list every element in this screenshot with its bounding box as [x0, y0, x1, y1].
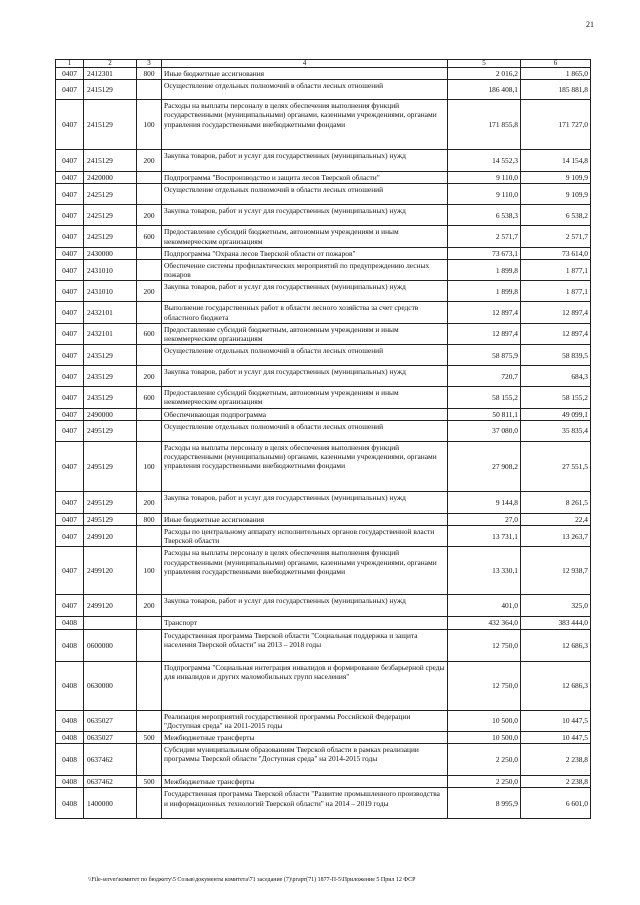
section-code: 0408 [56, 629, 84, 661]
table-row [56, 100, 591, 150]
expense-type-code [137, 247, 162, 259]
amount-planned: 10 500,0 [448, 732, 521, 744]
target-article-code: 0637462 [84, 776, 137, 788]
amount-planned: 432 364,0 [448, 617, 521, 629]
item-name: Государственная программа Тверской области "Развитие промышленного производства и информационных технологий Тверской области" на 2014 – 2019 годы [162, 788, 448, 819]
expense-type-code [137, 260, 162, 281]
target-article-code: 2432101 [84, 323, 137, 344]
section-code: 0407 [56, 226, 84, 247]
section-code: 0408 [56, 776, 84, 788]
column-numbers-row [56, 60, 591, 68]
expense-type-code: 600 [137, 387, 162, 408]
item-name: Расходы на выплаты персоналу в целях обеспечения выполнения функций государственными (муниципальными) органами, казенными учреждениями, органами управления государственными внебюджетными фондами [162, 547, 448, 595]
section-code: 0408 [56, 788, 84, 819]
table-row [56, 661, 591, 710]
expense-type-code [137, 710, 162, 731]
target-article-code [84, 617, 137, 629]
amount-planned: 9 144,8 [448, 491, 521, 513]
amount-executed: 27 551,5 [521, 441, 591, 491]
amount-executed: 9 109,9 [521, 184, 591, 205]
table-row [56, 172, 591, 184]
amount-planned: 58 155,2 [448, 387, 521, 408]
section-code: 0407 [56, 420, 84, 441]
amount-executed: 6 601,0 [521, 788, 591, 819]
expense-type-code [137, 526, 162, 547]
item-name: Предоставление субсидий бюджетным, автономным учреждениям и иным некоммерческим организациям [162, 323, 448, 344]
amount-executed: 12 686,3 [521, 661, 591, 710]
section-code: 0407 [56, 80, 84, 100]
section-code: 0407 [56, 513, 84, 525]
section-code: 0407 [56, 100, 84, 150]
expense-type-code: 100 [137, 100, 162, 150]
column-number: 3 [137, 60, 162, 68]
amount-planned: 50 811,1 [448, 408, 521, 420]
amount-planned: 6 538,3 [448, 205, 521, 226]
item-name: Межбюджетные трансферты [162, 776, 448, 788]
expense-type-code [137, 617, 162, 629]
item-name: Предоставление субсидий бюджетным, автономным учреждениям и иным некоммерческим организациям [162, 387, 448, 408]
amount-executed: 12 938,7 [521, 547, 591, 595]
item-name: Осуществление отдельных полномочий в области лесных отношений [162, 80, 448, 100]
item-name: Закупка товаров, работ и услуг для государственных (муниципальных) нужд [162, 491, 448, 513]
table-row [56, 247, 591, 259]
item-name: Осуществление отдельных полномочий в области лесных отношений [162, 420, 448, 441]
expense-type-code: 200 [137, 205, 162, 226]
item-name: Осуществление отдельных полномочий в области лесных отношений [162, 345, 448, 366]
expense-type-code [137, 80, 162, 100]
amount-planned: 401,0 [448, 595, 521, 617]
expense-type-code: 200 [137, 491, 162, 513]
target-article-code: 2495129 [84, 441, 137, 491]
item-name: Закупка товаров, работ и услуг для государственных (муниципальных) нужд [162, 595, 448, 617]
amount-executed: 12 686,3 [521, 629, 591, 661]
item-name: Межбюджетные трансферты [162, 732, 448, 744]
expense-type-code: 200 [137, 150, 162, 172]
item-name: Расходы на выплаты персоналу в целях обеспечения выполнения функций государственными (муниципальными) органами, казенными учреждениями, органами управления государственными внебюджетными фондами [162, 441, 448, 491]
target-article-code: 0635027 [84, 710, 137, 731]
section-code: 0407 [56, 247, 84, 259]
section-code: 0407 [56, 408, 84, 420]
table-row [56, 80, 591, 100]
item-name: Расходы на выплаты персоналу в целях обеспечения выполнения функций государственными (муниципальными) органами, казенными учреждениями, органами управления государственными внебюджетными фондами [162, 100, 448, 150]
table-row [56, 441, 591, 491]
item-name: Закупка товаров, работ и услуг для государственных (муниципальных) нужд [162, 366, 448, 387]
section-code: 0407 [56, 526, 84, 547]
table-row [56, 281, 591, 302]
amount-executed: 1 877,1 [521, 281, 591, 302]
section-code: 0407 [56, 260, 84, 281]
column-number: 1 [56, 60, 84, 68]
table-row [56, 420, 591, 441]
amount-executed: 6 538,2 [521, 205, 591, 226]
target-article-code: 2435129 [84, 366, 137, 387]
section-code: 0407 [56, 366, 84, 387]
table-row [56, 513, 591, 525]
amount-planned: 2 250,0 [448, 744, 521, 776]
expense-type-code: 500 [137, 776, 162, 788]
target-article-code: 2415129 [84, 100, 137, 150]
amount-planned: 1 899,8 [448, 260, 521, 281]
amount-planned: 8 995,9 [448, 788, 521, 819]
expense-type-code [137, 744, 162, 776]
amount-executed: 9 109,9 [521, 172, 591, 184]
target-article-code: 0635027 [84, 732, 137, 744]
amount-executed: 2 571,7 [521, 226, 591, 247]
table-row [56, 408, 591, 420]
expense-type-code [137, 420, 162, 441]
expense-type-code [137, 788, 162, 819]
item-name: Осуществление отдельных полномочий в области лесных отношений [162, 184, 448, 205]
amount-planned: 12 897,4 [448, 302, 521, 323]
expense-type-code [137, 184, 162, 205]
table-row [56, 547, 591, 595]
amount-executed: 35 835,4 [521, 420, 591, 441]
item-name: Обеспечивающая подпрограмма [162, 408, 448, 420]
section-code: 0407 [56, 595, 84, 617]
amount-executed: 12 897,4 [521, 302, 591, 323]
item-name: Закупка товаров, работ и услуг для государственных (муниципальных) нужд [162, 205, 448, 226]
budget-table [55, 59, 591, 819]
amount-planned: 27,0 [448, 513, 521, 525]
amount-executed: 1 865,0 [521, 68, 591, 80]
table-row [56, 710, 591, 731]
table-row [56, 491, 591, 513]
section-code: 0408 [56, 744, 84, 776]
section-code: 0407 [56, 345, 84, 366]
expense-type-code [137, 345, 162, 366]
section-code: 0407 [56, 281, 84, 302]
target-article-code: 2495129 [84, 420, 137, 441]
section-code: 0407 [56, 172, 84, 184]
target-article-code: 2425129 [84, 226, 137, 247]
page-number: 21 [586, 20, 594, 29]
amount-planned: 171 855,8 [448, 100, 521, 150]
amount-planned: 13 330,1 [448, 547, 521, 595]
column-number: 4 [162, 60, 448, 68]
target-article-code: 2431010 [84, 260, 137, 281]
item-name: Иные бюджетные ассигнования [162, 513, 448, 525]
amount-executed: 10 447,5 [521, 732, 591, 744]
item-name: Закупка товаров, работ и услуг для государственных (муниципальных) нужд [162, 150, 448, 172]
expense-type-code: 100 [137, 547, 162, 595]
amount-executed: 12 897,4 [521, 323, 591, 344]
table-row [56, 629, 591, 661]
item-name: Подпрограмма "Социальная интеграция инвалидов и формирование безбарьерной среды для инвалидов и других маломобильных групп населения" [162, 661, 448, 710]
expense-type-code [137, 302, 162, 323]
amount-planned: 73 673,1 [448, 247, 521, 259]
item-name: Подпрограмма "Охрана лесов Тверской области от пожаров" [162, 247, 448, 259]
column-number: 6 [521, 60, 591, 68]
section-code: 0408 [56, 710, 84, 731]
item-name: Выполнение государственных работ в области лесного хозяйства за счет средств областного бюджета [162, 302, 448, 323]
amount-planned: 58 875,9 [448, 345, 521, 366]
table-row [56, 732, 591, 744]
amount-planned: 12 897,4 [448, 323, 521, 344]
amount-executed: 14 154,8 [521, 150, 591, 172]
target-article-code: 2412301 [84, 68, 137, 80]
item-name: Иные бюджетные ассигнования [162, 68, 448, 80]
target-article-code: 2432101 [84, 302, 137, 323]
expense-type-code: 600 [137, 323, 162, 344]
expense-type-code: 200 [137, 366, 162, 387]
item-name: Подпрограмма "Воспроизводство и защита лесов Тверской области" [162, 172, 448, 184]
amount-executed: 171 727,0 [521, 100, 591, 150]
expense-type-code: 100 [137, 441, 162, 491]
target-article-code: 2435129 [84, 387, 137, 408]
amount-executed: 325,0 [521, 595, 591, 617]
section-code: 0407 [56, 302, 84, 323]
section-code: 0408 [56, 617, 84, 629]
table-row [56, 776, 591, 788]
section-code: 0407 [56, 387, 84, 408]
table-row [56, 744, 591, 776]
amount-executed: 13 263,7 [521, 526, 591, 547]
table-row [56, 595, 591, 617]
section-code: 0407 [56, 491, 84, 513]
amount-planned: 9 110,0 [448, 184, 521, 205]
table-row [56, 260, 591, 281]
table-row [56, 68, 591, 80]
expense-type-code [137, 661, 162, 710]
amount-planned: 10 500,0 [448, 710, 521, 731]
amount-executed: 1 877,1 [521, 260, 591, 281]
amount-executed: 2 238,8 [521, 776, 591, 788]
amount-planned: 37 080,0 [448, 420, 521, 441]
table-row [56, 366, 591, 387]
expense-type-code: 200 [137, 595, 162, 617]
expense-type-code: 600 [137, 226, 162, 247]
amount-planned: 720,7 [448, 366, 521, 387]
table-row [56, 617, 591, 629]
amount-planned: 186 408,1 [448, 80, 521, 100]
expense-type-code [137, 408, 162, 420]
target-article-code: 2490000 [84, 408, 137, 420]
target-article-code: 2431010 [84, 281, 137, 302]
table-row [56, 345, 591, 366]
amount-planned: 9 110,0 [448, 172, 521, 184]
amount-planned: 12 750,0 [448, 661, 521, 710]
item-name: Транспорт [162, 617, 448, 629]
amount-executed: 49 099,1 [521, 408, 591, 420]
expense-type-code: 800 [137, 68, 162, 80]
target-article-code: 2499120 [84, 526, 137, 547]
table-row [56, 302, 591, 323]
amount-planned: 2 250,0 [448, 776, 521, 788]
amount-planned: 12 750,0 [448, 629, 521, 661]
table-row [56, 387, 591, 408]
amount-executed: 22,4 [521, 513, 591, 525]
expense-type-code [137, 172, 162, 184]
table-row [56, 526, 591, 547]
target-article-code: 2495129 [84, 513, 137, 525]
section-code: 0408 [56, 732, 84, 744]
target-article-code: 1400000 [84, 788, 137, 819]
file-path-footer: \\File-server\комитет по бюджету\5 Созыв\документы комитета\71 заседание (7)\ргарт(71) 1877-П-5\Приложение 5 Прил 12 ФСР [88, 877, 416, 883]
amount-executed: 58 839,5 [521, 345, 591, 366]
item-name: Закупка товаров, работ и услуг для государственных (муниципальных) нужд [162, 281, 448, 302]
section-code: 0407 [56, 441, 84, 491]
section-code: 0407 [56, 184, 84, 205]
section-code: 0407 [56, 205, 84, 226]
section-code: 0407 [56, 68, 84, 80]
expense-type-code [137, 629, 162, 661]
amount-planned: 1 899,8 [448, 281, 521, 302]
target-article-code: 2415129 [84, 80, 137, 100]
item-name: Обеспечение системы профилактических мероприятий по предупреждению лесных пожаров [162, 260, 448, 281]
target-article-code: 2499120 [84, 595, 137, 617]
target-article-code: 0630000 [84, 661, 137, 710]
column-number: 2 [84, 60, 137, 68]
target-article-code: 2420000 [84, 172, 137, 184]
amount-executed: 185 881,8 [521, 80, 591, 100]
amount-planned: 14 552,3 [448, 150, 521, 172]
section-code: 0407 [56, 323, 84, 344]
target-article-code: 0637462 [84, 744, 137, 776]
table-row [56, 788, 591, 819]
target-article-code: 2430000 [84, 247, 137, 259]
item-name: Субсидии муниципальным образованиям Тверской области в рамках реализации программы Тверской области "Доступная среда" на 2014-2015 годы [162, 744, 448, 776]
item-name: Предоставление субсидий бюджетным, автономным учреждениям и иным некоммерческим организациям [162, 226, 448, 247]
target-article-code: 2495129 [84, 491, 137, 513]
amount-planned: 2 016,2 [448, 68, 521, 80]
target-article-code: 2425129 [84, 205, 137, 226]
table-row [56, 205, 591, 226]
amount-executed: 10 447,5 [521, 710, 591, 731]
target-article-code: 2425129 [84, 184, 137, 205]
expense-type-code: 800 [137, 513, 162, 525]
table-body [56, 68, 591, 819]
section-code: 0407 [56, 547, 84, 595]
target-article-code: 0600000 [84, 629, 137, 661]
section-code: 0408 [56, 661, 84, 710]
item-name: Государственная программа Тверской области "Социальная поддержка и защита населения Тверской области" на 2013 – 2018 годы [162, 629, 448, 661]
amount-executed: 58 155,2 [521, 387, 591, 408]
amount-executed: 684,3 [521, 366, 591, 387]
amount-executed: 2 238,8 [521, 744, 591, 776]
amount-planned: 13 731,1 [448, 526, 521, 547]
section-code: 0407 [56, 150, 84, 172]
amount-planned: 2 571,7 [448, 226, 521, 247]
column-number: 5 [448, 60, 521, 68]
target-article-code: 2415129 [84, 150, 137, 172]
amount-executed: 8 261,5 [521, 491, 591, 513]
table-row [56, 226, 591, 247]
table-row [56, 150, 591, 172]
amount-planned: 27 908,2 [448, 441, 521, 491]
amount-executed: 383 444,0 [521, 617, 591, 629]
target-article-code: 2435129 [84, 345, 137, 366]
table-row [56, 323, 591, 344]
amount-executed: 73 614,0 [521, 247, 591, 259]
expense-type-code: 500 [137, 732, 162, 744]
item-name: Реализация мероприятий государственной программы Российской Федерации "Доступная среда" на 2011-2015 годы [162, 710, 448, 731]
target-article-code: 2499120 [84, 547, 137, 595]
expense-type-code: 200 [137, 281, 162, 302]
item-name: Расходы по центральному аппарату исполнительных органов государственной власти Тверской области [162, 526, 448, 547]
table-row [56, 184, 591, 205]
